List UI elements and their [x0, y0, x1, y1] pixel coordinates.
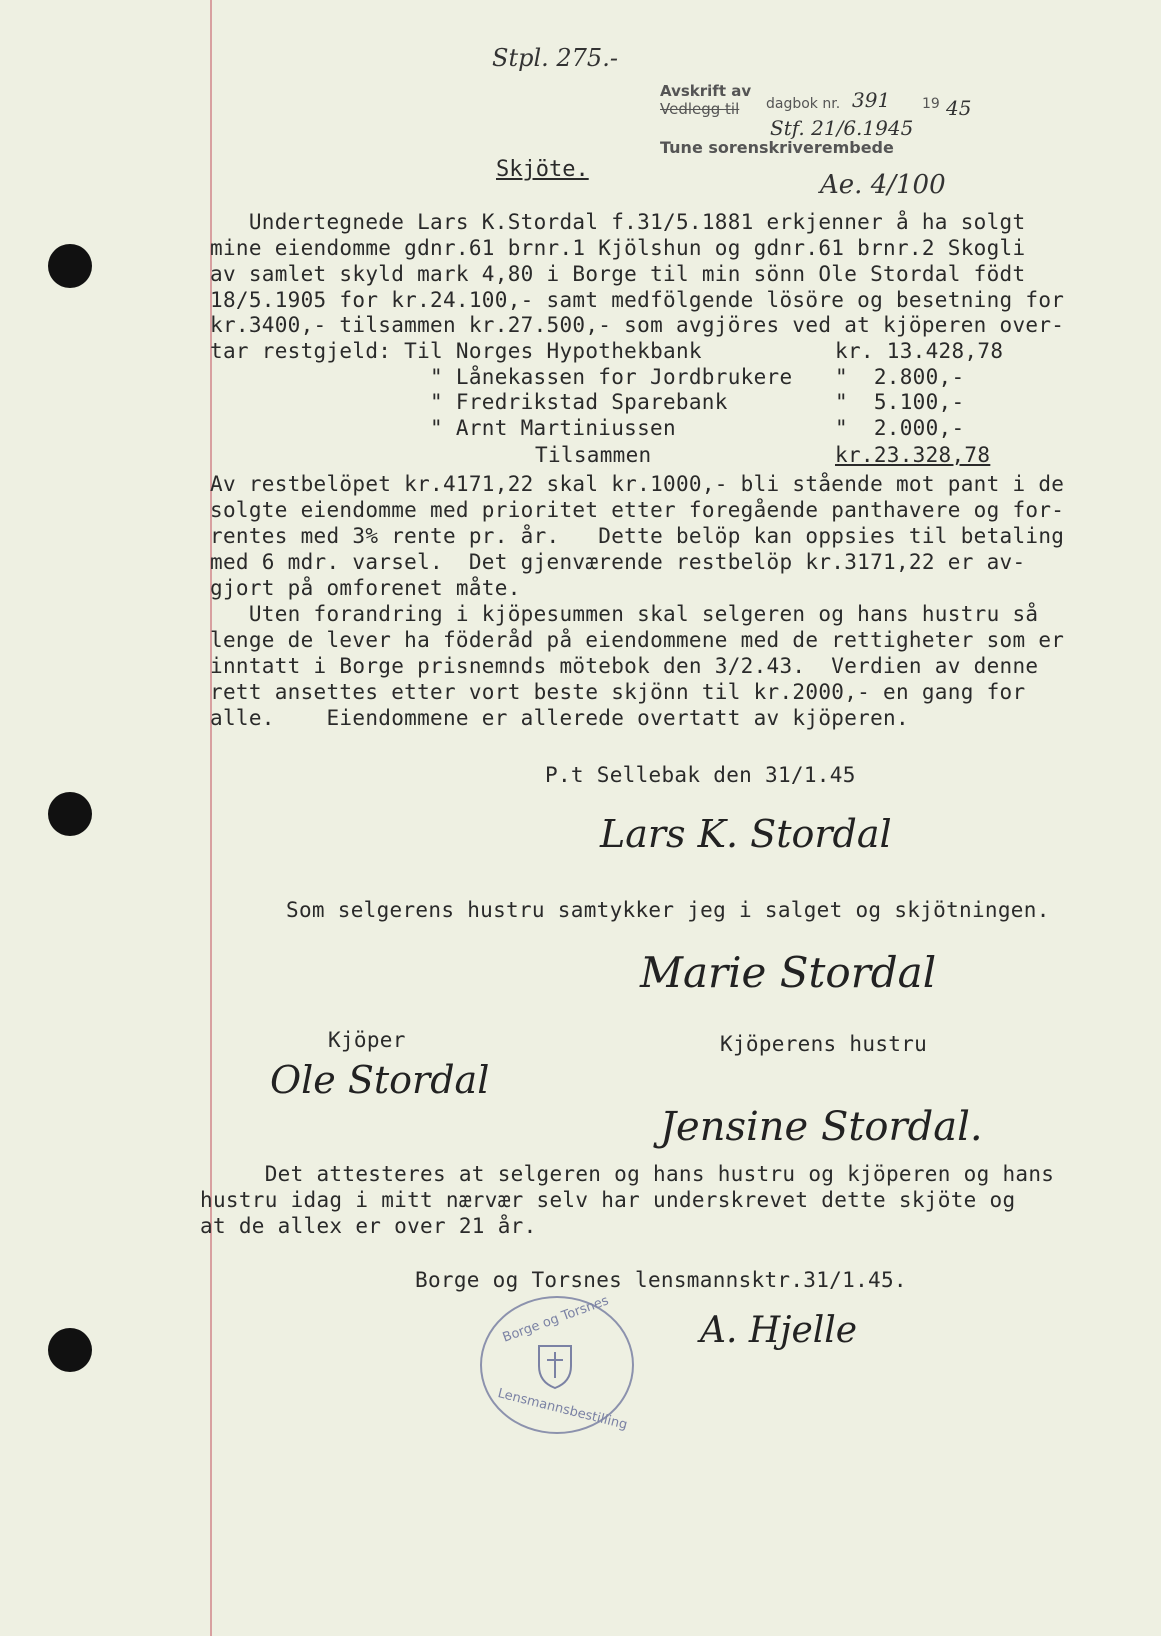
handwritten-code: Ae. 4/100: [820, 170, 946, 200]
stf-date: Stf. 21/6.1945: [770, 116, 914, 140]
total-label: Tilsammen: [535, 443, 652, 467]
seal-bottom-text: Lensmannsbestilling: [496, 1386, 629, 1433]
buyer-wife-signature: Jensine Stordal.: [660, 1104, 983, 1150]
body-line: lenge de lever ha föderåd på eiendommene med de rettigheter som er: [210, 628, 1065, 652]
stamp-avskrift: Avskrift av: [660, 82, 752, 100]
stamp-year-prefix: 19: [922, 96, 940, 112]
body-line: solgte eiendomme med prioritet etter foregående panthavere og for-: [210, 498, 1065, 522]
body-line: gjort på omforenet måte.: [210, 576, 521, 600]
attest-line: hustru idag i mitt nærvær selv har underskrevet dette skjöte og: [200, 1188, 1016, 1212]
year-suffix: 45: [946, 96, 972, 120]
body-line: Uten forandring i kjöpesummen skal selgeren og hans hustru så: [210, 602, 1039, 626]
seal-top-text: Borge og Torsnes: [500, 1293, 611, 1346]
body-line: av samlet skyld mark 4,80 i Borge til min sönn Ole Stordal födt: [210, 262, 1026, 286]
dagbok-number: 391: [852, 88, 891, 112]
place-date: P.t Sellebak den 31/1.45: [545, 763, 856, 787]
coat-of-arms-icon: [535, 1340, 575, 1390]
body-line: tar restgjeld: Til Norges Hypothekbank: [210, 339, 702, 363]
debt-amount: kr. 13.428,78: [835, 339, 1004, 363]
total-amount: kr.23.328,78: [835, 443, 991, 467]
stamp-dagbok: dagbok nr.: [766, 96, 841, 112]
attest-line: at de allex er over 21 år.: [200, 1214, 537, 1238]
debt-amount: " 5.100,-: [835, 390, 965, 414]
stamp-office: Tune sorenskriverembede: [660, 138, 894, 157]
official-seal: [480, 1293, 634, 1434]
buyer-signature: Ole Stordal: [270, 1058, 490, 1102]
office-date: Borge og Torsnes lensmannsktr.31/1.45.: [415, 1268, 907, 1292]
body-line: kr.3400,- tilsammen kr.27.500,- som avgjöres ved at kjöperen over-: [210, 313, 1065, 337]
official-signature: A. Hjelle: [700, 1310, 858, 1351]
body-line: Undertegnede Lars K.Stordal f.31/5.1881 erkjenner å ha solgt: [210, 210, 1026, 234]
body-line: alle. Eiendommene er allerede overtatt av kjöperen.: [210, 706, 909, 730]
buyer-wife-label: Kjöperens hustru: [720, 1032, 928, 1056]
punch-hole: [48, 1328, 92, 1372]
debt-creditor: " Arnt Martiniussen: [430, 416, 676, 440]
stamp-vedlegg: Vedlegg til: [660, 100, 740, 118]
punch-hole: [48, 244, 92, 288]
body-line: rett ansettes etter vort beste skjönn til kr.2000,- en gang for: [210, 680, 1026, 704]
body-line: med 6 mdr. varsel. Det gjenværende restbelöp kr.3171,22 er av-: [210, 550, 1026, 574]
seller-wife-signature: Marie Stordal: [640, 948, 937, 997]
buyer-label: Kjöper: [328, 1028, 406, 1052]
punch-hole: [48, 792, 92, 836]
debt-creditor: " Lånekassen for Jordbrukere: [430, 365, 793, 389]
body-line: 18/5.1905 for kr.24.100,- samt medfölgende lösöre og besetning for: [210, 288, 1065, 312]
body-line: rentes med 3% rente pr. år. Dette belöp kan oppsies til betaling: [210, 524, 1065, 548]
body-line: mine eiendomme gdnr.61 brnr.1 Kjölshun og gdnr.61 brnr.2 Skogli: [210, 236, 1026, 260]
debt-creditor: " Fredrikstad Sparebank: [430, 390, 728, 414]
seller-signature: Lars K. Stordal: [600, 812, 892, 856]
attest-line: Det attesteres at selgeren og hans hustru og kjöperen og hans: [200, 1162, 1055, 1186]
document-title: Skjöte.: [496, 157, 589, 182]
body-line: Av restbelöpet kr.4171,22 skal kr.1000,- bli stående mot pant i de: [210, 472, 1065, 496]
debt-amount: " 2.000,-: [835, 416, 965, 440]
handwritten-reference: Stpl. 275.-: [492, 44, 618, 72]
body-line: inntatt i Borge prisnemnds mötebok den 3/2.43. Verdien av denne: [210, 654, 1039, 678]
debt-amount: " 2.800,-: [835, 365, 965, 389]
consent-text: Som selgerens hustru samtykker jeg i salget og skjötningen.: [286, 898, 1050, 922]
